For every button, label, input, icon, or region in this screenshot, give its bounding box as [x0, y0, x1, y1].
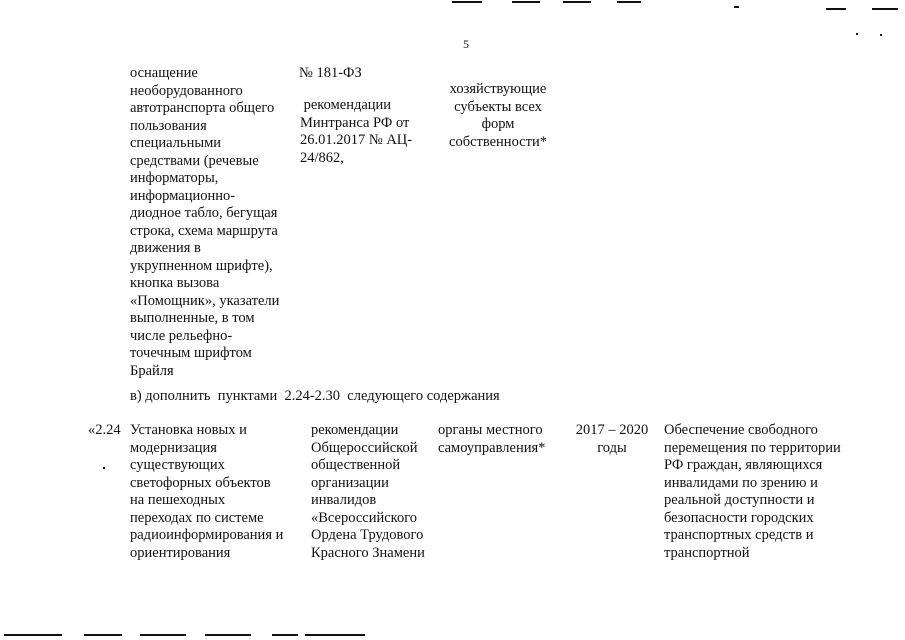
scan-dot — [103, 467, 105, 469]
amendment-instruction: в) дополнить пунктами 2.24-2.30 следующего содержания — [130, 388, 500, 404]
period-cell: 2017 – 2020 годы — [575, 422, 649, 456]
item-number: «2.24 — [88, 422, 121, 438]
basis-cell: рекомендации Общероссийской общественной организации инвалидов «Всероссийского Ордена Трудового Красного Знамени — [311, 422, 425, 561]
measure-cell: Установка новых и модернизация существующих светофорных объектов на пешеходных переходах по системе радиоинформирования и ориентирования — [130, 422, 284, 561]
executors-cell: органы местного самоуправления* — [438, 422, 546, 456]
result-cell: Обеспечение свободного перемещения по территории РФ граждан, являющихся инвалидами по зрению и реальной доступности и безопасности городских транспортных средств и транспортной — [664, 422, 841, 561]
recommendation-reference: рекомендации Минтранса РФ от 26.01.2017 № АЦ- 24/862, — [300, 97, 413, 166]
law-reference: № 181-ФЗ — [299, 65, 362, 81]
page-number: 5 — [463, 37, 469, 51]
measure-cell: оснащение необорудованного автотранспорта общего пользования специальными средствами (речевые информаторы, информационно- диодное табло, бегущая строка, схема маршрута движения в укрупненном шрифте), кнопка вызова «Помощник», указатели выполненные, в том числе рельефно- точечным шрифтом Брайля — [130, 65, 280, 379]
executors-cell: хозяйствующие субъекты всех форм собственности* — [449, 81, 547, 150]
